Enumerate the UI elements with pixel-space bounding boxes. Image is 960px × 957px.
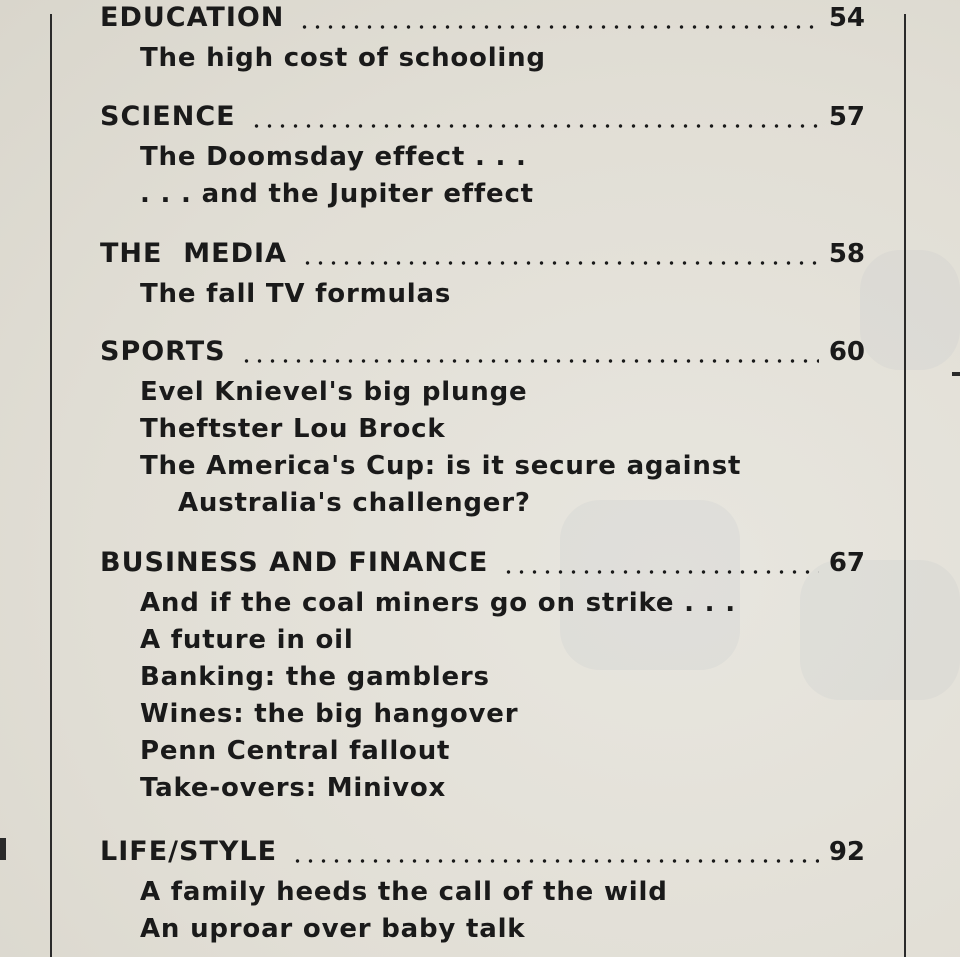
- toc-section-science: [100, 101, 865, 213]
- toc-section-business-and-finance: [100, 547, 865, 807]
- dot-leader: [240, 357, 819, 365]
- dot-leader: [301, 259, 819, 267]
- section-heading-row: [100, 101, 865, 137]
- section-title: BUSINESS AND FINANCE: [100, 547, 489, 578]
- section-title: THE MEDIA: [100, 238, 287, 269]
- page-number: 57: [828, 102, 865, 132]
- article-item: Take-overs: Minivox: [140, 773, 447, 803]
- article-item: A future in oil: [140, 625, 354, 655]
- dot-leader: [291, 857, 819, 865]
- article-list: [100, 374, 865, 522]
- section-heading-row: [100, 238, 865, 274]
- section-title: EDUCATION: [100, 2, 285, 33]
- toc-section-the-media: [100, 238, 865, 313]
- article-list: [100, 276, 865, 313]
- dot-leader: [502, 568, 819, 576]
- left-column-rule: [50, 14, 52, 957]
- article-item: Banking: the gamblers: [140, 662, 490, 692]
- article-list: [100, 874, 865, 948]
- article-list: [100, 40, 865, 77]
- article-item: [140, 448, 865, 522]
- background-ghost-shape: [860, 250, 960, 370]
- article-list: [100, 139, 865, 213]
- dot-leader: [250, 122, 819, 130]
- article-item: Penn Central fallout: [140, 736, 451, 766]
- left-edge-mark: [0, 838, 6, 860]
- page-number: 92: [828, 837, 865, 867]
- section-heading-row: [100, 2, 865, 38]
- toc-section-education: [100, 2, 865, 77]
- section-heading-row: [100, 836, 865, 872]
- article-item: An uproar over baby talk: [140, 914, 526, 944]
- article-item: The high cost of schooling: [140, 43, 546, 73]
- article-item: The Doomsday effect . . .: [140, 142, 527, 172]
- section-heading-row: [100, 336, 865, 372]
- toc-section-sports: [100, 336, 865, 522]
- article-item: The fall TV formulas: [140, 279, 452, 309]
- article-item: Evel Knievel's big plunge: [140, 377, 528, 407]
- article-item: Theftster Lou Brock: [140, 414, 446, 444]
- article-item: And if the coal miners go on strike . . .: [140, 588, 736, 618]
- section-heading-row: [100, 547, 865, 583]
- article-list: [100, 585, 865, 807]
- article-item: . . . and the Jupiter effect: [140, 179, 534, 209]
- article-item: A family heeds the call of the wild: [140, 877, 668, 907]
- article-item-line: The America's Cup: is it secure against: [140, 451, 742, 481]
- page-number: 67: [828, 548, 865, 578]
- section-title: LIFE/STYLE: [100, 836, 278, 867]
- page-number: 58: [828, 239, 865, 269]
- article-item: Wines: the big hangover: [140, 699, 519, 729]
- right-edge-mark: [952, 372, 960, 376]
- dot-leader: [298, 23, 818, 31]
- article-item-continuation: Australia's challenger?: [178, 488, 531, 518]
- page-number: 60: [828, 337, 865, 367]
- toc-section-life-style: [100, 836, 865, 948]
- right-column-rule: [904, 14, 906, 957]
- section-title: SCIENCE: [100, 101, 236, 132]
- page-number: 54: [828, 3, 865, 33]
- section-title: SPORTS: [100, 336, 226, 367]
